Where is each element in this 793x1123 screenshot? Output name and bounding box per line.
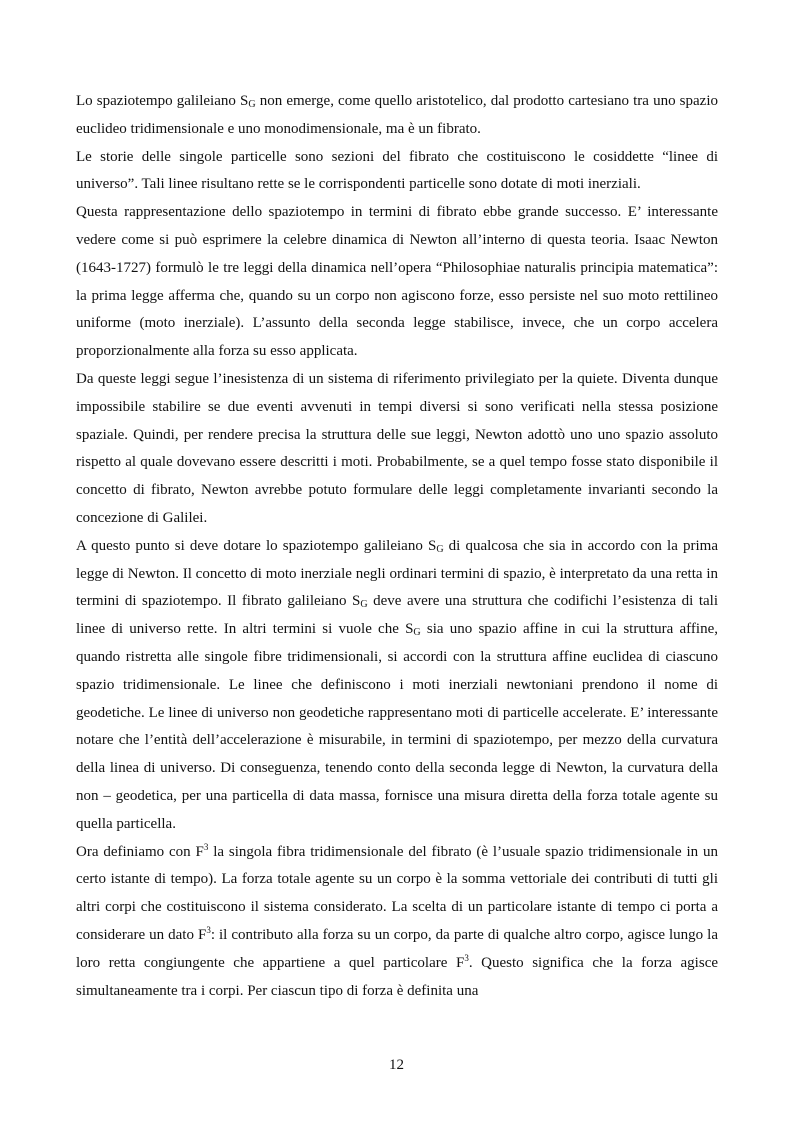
text-run: sia uno spazio affine in cui la struttura affine, quando ristretta alle singole fibre tridimensionali, si accordi con la struttura affine euclidea di ciascuno spazio tridimensionale. Le linee che definiscono i moti inerziali newtoniani prendono il nome di geodetiche. Le linee di universo non geodetiche rappresentano moti di particelle accelerate. E’ interessante notare che l’entità dell’accelerazione è misurabile, in termini di spaziotempo, per mezzo della curvatura della linea di universo. Di conseguenza, tenendo conto della seconda legge di Newton, la curvatura della non – geodetica, per una particella di data massa, fornisce una misura diretta della forza totale agente su quella particella. — [76, 621, 718, 832]
paragraph-6 — [76, 839, 718, 1006]
paragraph-5 — [76, 533, 718, 839]
text-run: Ora definiamo con F — [76, 843, 204, 860]
paragraph-4: Da queste leggi segue l’inesistenza di un sistema di riferimento privilegiato per la quiete. Diventa dunque impossibile stabilire se due eventi avvenuti in tempi diversi si sono verificati nella stessa posizione spaziale. Quindi, per rendere precisa la struttura delle sue leggi, Newton adottò uno uno spazio assoluto rispetto al quale dovevano essere descritti i moti. Probabilmente, se a quel tempo fosse stato disponibile il concetto di fibrato, Newton avrebbe potuto formulare delle leggi completamente invarianti secondo la concezione di Galilei. — [76, 370, 718, 526]
page-number: 12 — [389, 1057, 404, 1073]
text-run: : il contributo alla forza su un corpo, da parte di qualche altro corpo, agisce lungo la loro retta congiungente che appartiene a quel particolare F — [76, 926, 718, 971]
superscript: 3 — [203, 841, 209, 852]
text-run: di qualcosa che sia in accordo con la prima legge di Newton. Il concetto di moto inerziale negli ordinari termini di spazio, è interpretato da una retta in termini di spaziotempo. Il fibrato galileiano S — [76, 537, 718, 610]
text-run: deve avere una struttura che codifichi l’esistenza di tali linee di universo rette. In altri termini si vuole che S — [76, 593, 718, 638]
paragraph-2: Le storie delle singole particelle sono sezioni del fibrato che costituiscono le cosiddette “linee di universo”. Tali linee risultano rette se le corrispondenti particelle sono dotate di moti inerziali. — [76, 148, 718, 193]
subscript: G — [360, 599, 368, 611]
superscript: 3 — [206, 924, 211, 935]
text-run: la singola fibra tridimensionale del fibrato (è l’usuale spazio tridimensionale in un certo istante di tempo). La forza totale agente su un corpo è la somma vettoriale dei contributi di tutti gli altri corpi che costituiscono il sistema considerato. La scelta di un particolare istante di tempo ci porta a considerare un dato F — [76, 843, 718, 943]
superscript: 3 — [464, 952, 469, 963]
subscript: G — [248, 99, 256, 110]
subscript: G — [413, 627, 421, 639]
subscript: G — [436, 543, 444, 555]
text-run: non emerge, come quello aristotelico, dal prodotto cartesiano tra uno spazio euclideo tridimensionale e uno monodimensionale, ma è un fibrato. — [76, 93, 719, 137]
text-run: Lo spaziotempo galileiano S — [76, 93, 249, 109]
paragraph-3: Questa rappresentazione dello spaziotempo in termini di fibrato ebbe grande successo. E’ interessante vedere come si può esprimere la celebre dinamica di Newton all’interno di questa teoria. Isaac Newton (1643-1727) formulò le tre leggi della dinamica nell’opera “Philosophiae naturalis principia matematica”: la prima legge afferma che, quando su un corpo non agiscono forze, esso persiste nel suo moto rettilineo uniforme (moto inerziale). L’assunto della seconda legge stabilisce, invece, che un corpo accelera proporzionalmente alla forza su esso applicata. — [76, 204, 718, 360]
paragraph-1 — [76, 88, 718, 144]
text-run: . Questo significa che la forza agisce simultaneamente tra i corpi. Per ciascun tipo di forza è definita una — [76, 954, 719, 999]
body-text — [76, 88, 718, 1005]
text-run: A questo punto si deve dotare lo spaziotempo galileiano S — [76, 537, 437, 554]
